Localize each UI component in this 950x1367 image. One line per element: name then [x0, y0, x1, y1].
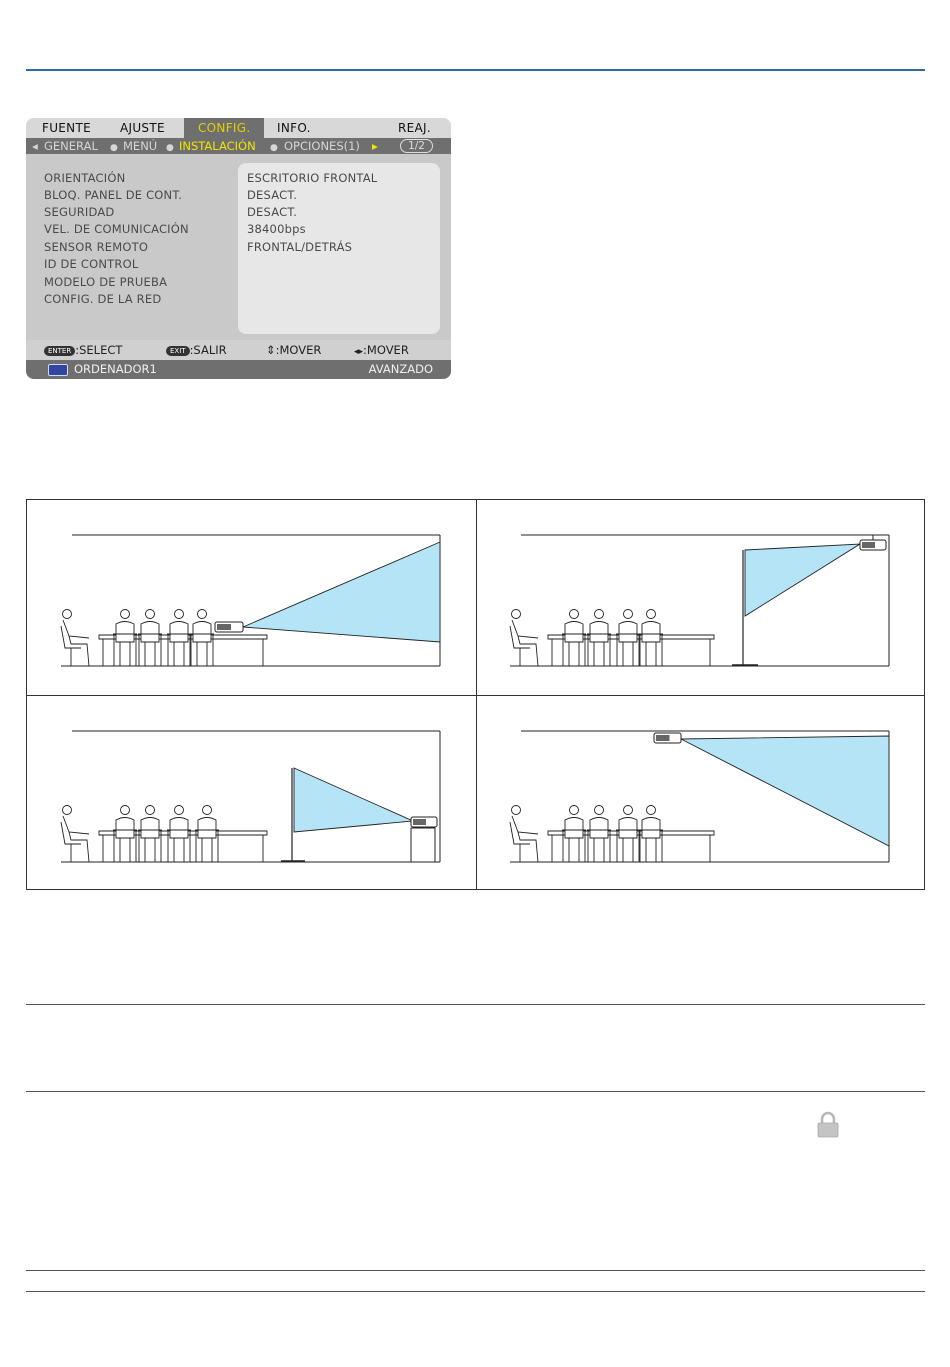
- left-right-arrow-icon: ◂▸: [354, 347, 364, 357]
- value-bloq-panel[interactable]: DESACT.: [247, 188, 298, 202]
- tab-info[interactable]: INFO.: [277, 121, 311, 135]
- diagram-ceiling-rear: [476, 500, 924, 694]
- item-bloq-panel[interactable]: BLOQ. PANEL DE CONT.: [44, 188, 183, 202]
- person-figure: [138, 806, 162, 863]
- menu-mode: AVANZADO: [368, 362, 433, 376]
- tab-fuente[interactable]: FUENTE: [42, 121, 91, 135]
- help-exit-text: :SALIR: [189, 343, 227, 357]
- help-leftright-text: :MOVER: [363, 343, 409, 357]
- up-down-arrow-icon: ⇕: [266, 343, 276, 357]
- diagram-ceiling-front: [476, 696, 924, 889]
- value-vel-comunicacion[interactable]: 38400bps: [247, 222, 306, 236]
- help-exit: [166, 343, 227, 357]
- person-figure: [195, 806, 219, 863]
- seated-person-figure: [510, 806, 538, 863]
- status-bar: [26, 360, 451, 379]
- person-figure: [113, 610, 137, 667]
- person-figure: [587, 610, 611, 667]
- person-figure: [562, 610, 586, 667]
- projected-beam: [243, 542, 440, 642]
- osd-menu: [26, 118, 451, 379]
- person-figure: [113, 806, 137, 863]
- person-figure: [639, 806, 663, 863]
- dot-separator-icon: ●: [270, 143, 278, 153]
- help-updown-text: :MOVER: [275, 343, 322, 357]
- divider: [26, 1291, 925, 1292]
- help-enter-text: :SELECT: [75, 343, 123, 357]
- right-arrow-icon[interactable]: ▸: [372, 139, 378, 153]
- person-figure: [639, 610, 663, 667]
- diagram-desktop-rear: [27, 696, 474, 889]
- person-figure: [138, 610, 162, 667]
- item-vel-comunicacion[interactable]: VEL. DE COMUNICACIÓN: [44, 222, 189, 236]
- divider: [26, 1270, 925, 1271]
- projected-beam: [681, 736, 889, 846]
- divider: [26, 1004, 925, 1005]
- value-orientacion[interactable]: ESCRITORIO FRONTAL: [247, 171, 378, 185]
- value-seguridad[interactable]: DESACT.: [247, 205, 298, 219]
- person-figure: [190, 610, 214, 667]
- divider: [26, 1091, 925, 1092]
- subtab-instalacion[interactable]: INSTALACIÓN: [179, 139, 256, 153]
- menu-body: [26, 154, 451, 340]
- left-arrow-icon[interactable]: ◂: [32, 139, 38, 153]
- projector-lens-icon: [217, 624, 231, 630]
- item-orientacion[interactable]: ORIENTACIÓN: [44, 171, 126, 185]
- value-sensor-remoto[interactable]: FRONTAL/DETRÁS: [247, 240, 353, 254]
- seated-person-figure: [61, 806, 89, 863]
- enter-key-icon: ENTER: [44, 346, 75, 356]
- menu-tabs: [26, 118, 451, 138]
- item-seguridad[interactable]: SEGURIDAD: [44, 205, 115, 219]
- projected-beam: [745, 544, 860, 616]
- menu-subtabs: [26, 138, 451, 154]
- person-figure: [616, 610, 640, 667]
- tab-config[interactable]: CONFIG.: [184, 118, 264, 138]
- exit-key-icon: EXIT: [166, 346, 190, 356]
- projector-lens-icon: [413, 819, 426, 825]
- lock-icon: [817, 1111, 839, 1138]
- projector-lens-icon: [656, 735, 670, 741]
- item-sensor-remoto[interactable]: SENSOR REMOTO: [44, 240, 149, 254]
- projector-stand: [411, 828, 435, 862]
- item-modelo-prueba[interactable]: MODELO DE PRUEBA: [44, 275, 168, 289]
- item-config-red[interactable]: CONFIG. DE LA RED: [44, 292, 162, 306]
- diagram-desktop-front: [27, 500, 474, 694]
- subtab-general[interactable]: GENERAL: [44, 139, 98, 153]
- tab-reaj[interactable]: REAJ.: [398, 121, 431, 135]
- source-name: ORDENADOR1: [74, 362, 157, 376]
- person-figure: [616, 806, 640, 863]
- seated-person-figure: [61, 610, 89, 667]
- item-id-control[interactable]: ID DE CONTROL: [44, 257, 139, 271]
- help-updown: [266, 343, 321, 357]
- projector-lens-icon: [862, 542, 875, 548]
- header-rule: [26, 69, 925, 71]
- person-figure: [167, 806, 191, 863]
- subtab-opciones[interactable]: OPCIONES(1): [284, 139, 360, 153]
- person-figure: [167, 610, 191, 667]
- subtab-menu[interactable]: MENÚ: [123, 139, 158, 153]
- dot-separator-icon: ●: [166, 143, 174, 153]
- tab-ajuste[interactable]: AJUSTE: [120, 121, 165, 135]
- seated-person-figure: [510, 610, 538, 667]
- projected-beam: [294, 768, 413, 832]
- person-figure: [587, 806, 611, 863]
- help-bar: [26, 340, 451, 360]
- help-enter: [44, 343, 122, 357]
- help-leftright: [354, 343, 409, 357]
- person-figure: [562, 806, 586, 863]
- page-indicator: 1/2: [400, 139, 433, 153]
- dot-separator-icon: ●: [110, 143, 118, 153]
- computer-source-icon: [48, 364, 68, 376]
